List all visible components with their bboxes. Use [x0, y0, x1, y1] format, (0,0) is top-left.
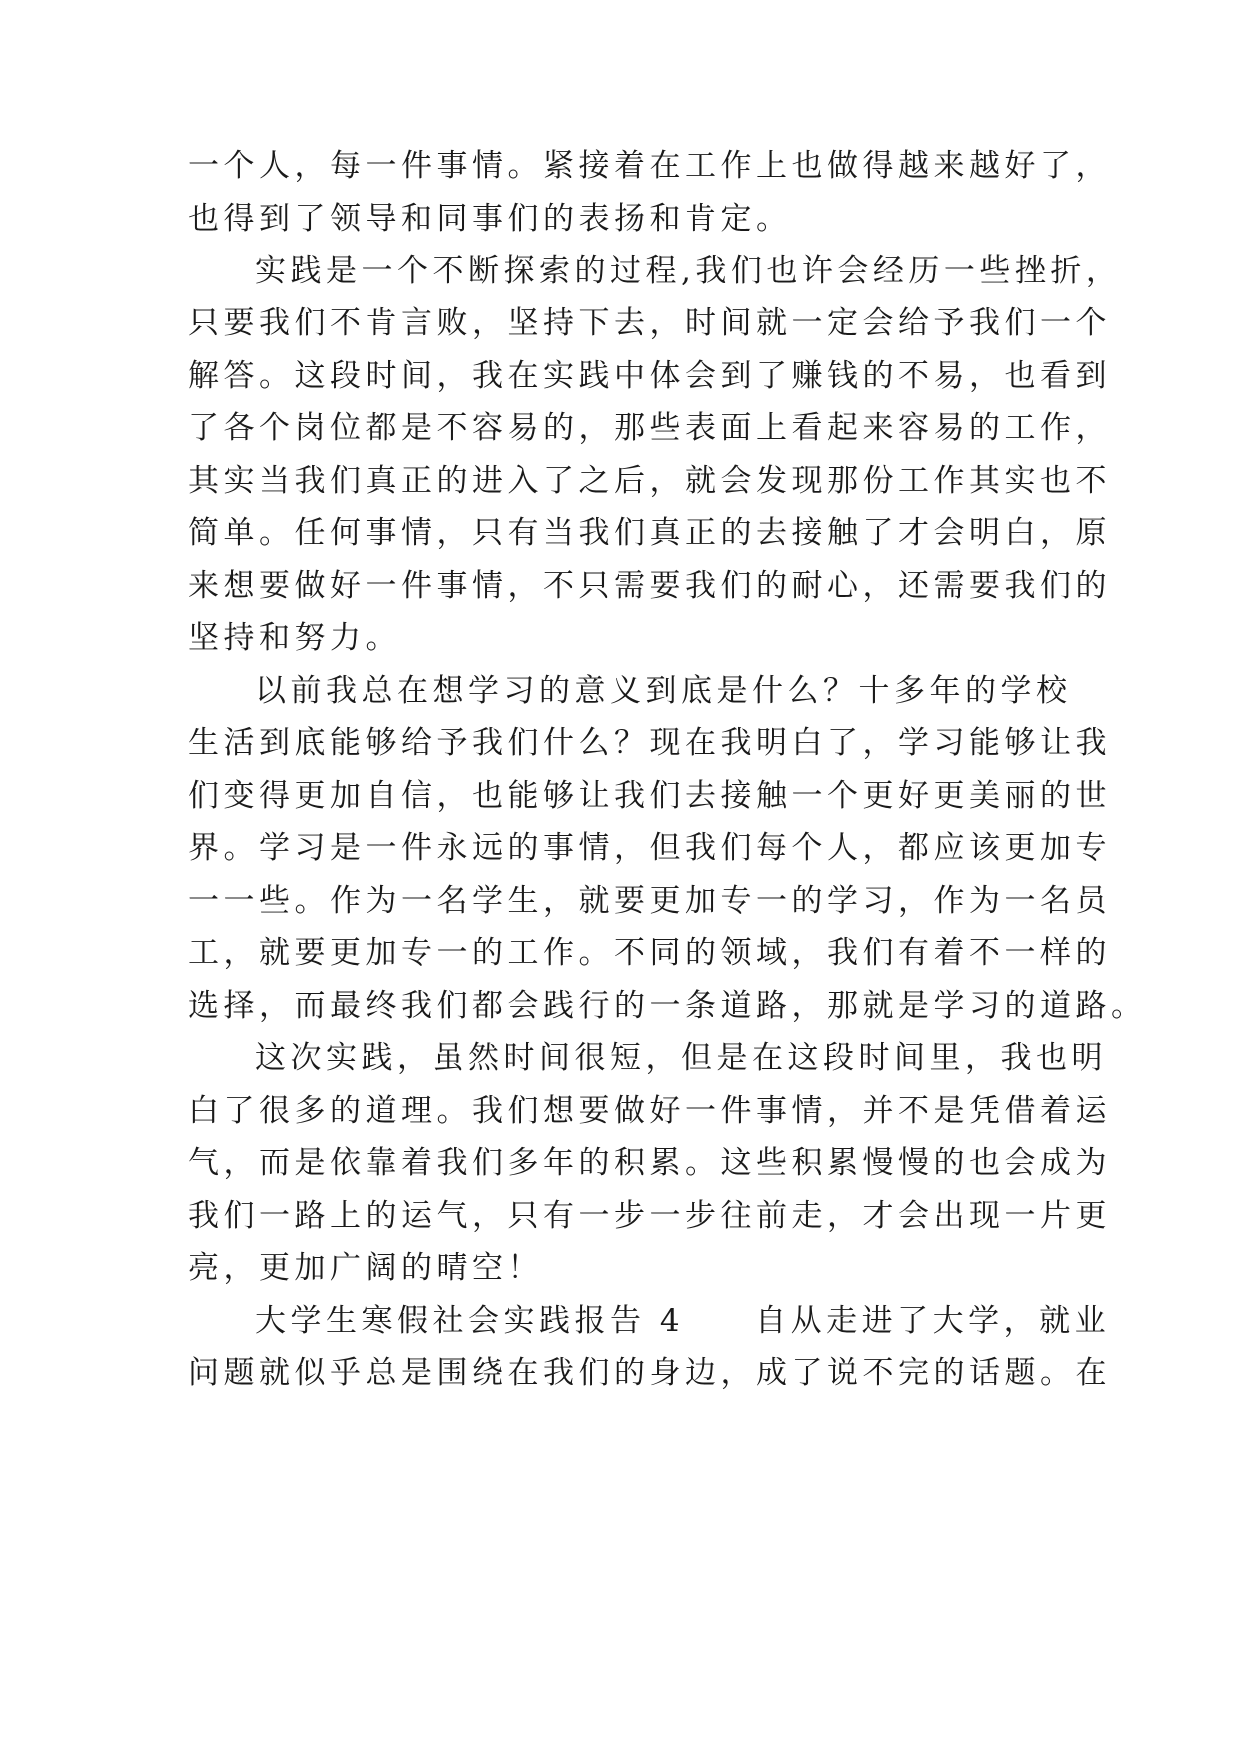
text-line: 解答。这段时间，我在实践中体会到了赚钱的不易，也看到	[188, 358, 1111, 394]
text-line: 生活到底能够给予我们什么？现在我明白了，学习能够让我	[188, 725, 1111, 761]
text-line: 气，而是依靠着我们多年的积累。这些积累慢慢的也会成为	[188, 1145, 1111, 1181]
paragraph-start-line: 实践是一个不断探索的过程,我们也许会经历一些挫折，	[255, 253, 1122, 289]
text-line: 工，就要更加专一的工作。不同的领域，我们有着不一样的	[188, 935, 1111, 971]
paragraph-start-line: 以前我总在想学习的意义到底是什么？十多年的学校	[255, 673, 1072, 709]
text-line: 亮，更加广阔的晴空！	[188, 1250, 543, 1286]
text-line: 问题就似乎总是围绕在我们的身边，成了说不完的话题。在	[188, 1355, 1111, 1391]
text-line: 白了很多的道理。我们想要做好一件事情，并不是凭借着运	[188, 1093, 1111, 1129]
text-line: 来想要做好一件事情，不只需要我们的耐心，还需要我们的	[188, 568, 1111, 604]
paragraph-start-line: 大学生寒假社会实践报告 4 自从走进了大学，就业	[255, 1303, 1111, 1339]
text-line: 我们一路上的运气，只有一步一步往前走，才会出现一片更	[188, 1198, 1111, 1234]
text-line: 了各个岗位都是不容易的，那些表面上看起来容易的工作，	[188, 410, 1111, 446]
text-line: 简单。任何事情，只有当我们真正的去接触了才会明白，原	[188, 515, 1111, 551]
paragraph-start-line: 这次实践，虽然时间很短，但是在这段时间里，我也明	[255, 1040, 1107, 1076]
text-line: 界。学习是一件永远的事情，但我们每个人，都应该更加专	[188, 830, 1111, 866]
text-line: 一个人，每一件事情。紧接着在工作上也做得越来越好了，	[188, 148, 1111, 184]
text-line: 选择，而最终我们都会践行的一条道路，那就是学习的道路。	[188, 988, 1147, 1024]
text-line: 其实当我们真正的进入了之后，就会发现那份工作其实也不	[188, 463, 1111, 499]
text-line: 坚持和努力。	[188, 620, 401, 656]
text-line: 一一些。作为一名学生，就要更加专一的学习，作为一名员	[188, 883, 1111, 919]
text-line: 只要我们不肯言败，坚持下去，时间就一定会给予我们一个	[188, 305, 1111, 341]
text-line: 也得到了领导和同事们的表扬和肯定。	[188, 201, 792, 237]
text-line: 们变得更加自信，也能够让我们去接触一个更好更美丽的世	[188, 778, 1111, 814]
